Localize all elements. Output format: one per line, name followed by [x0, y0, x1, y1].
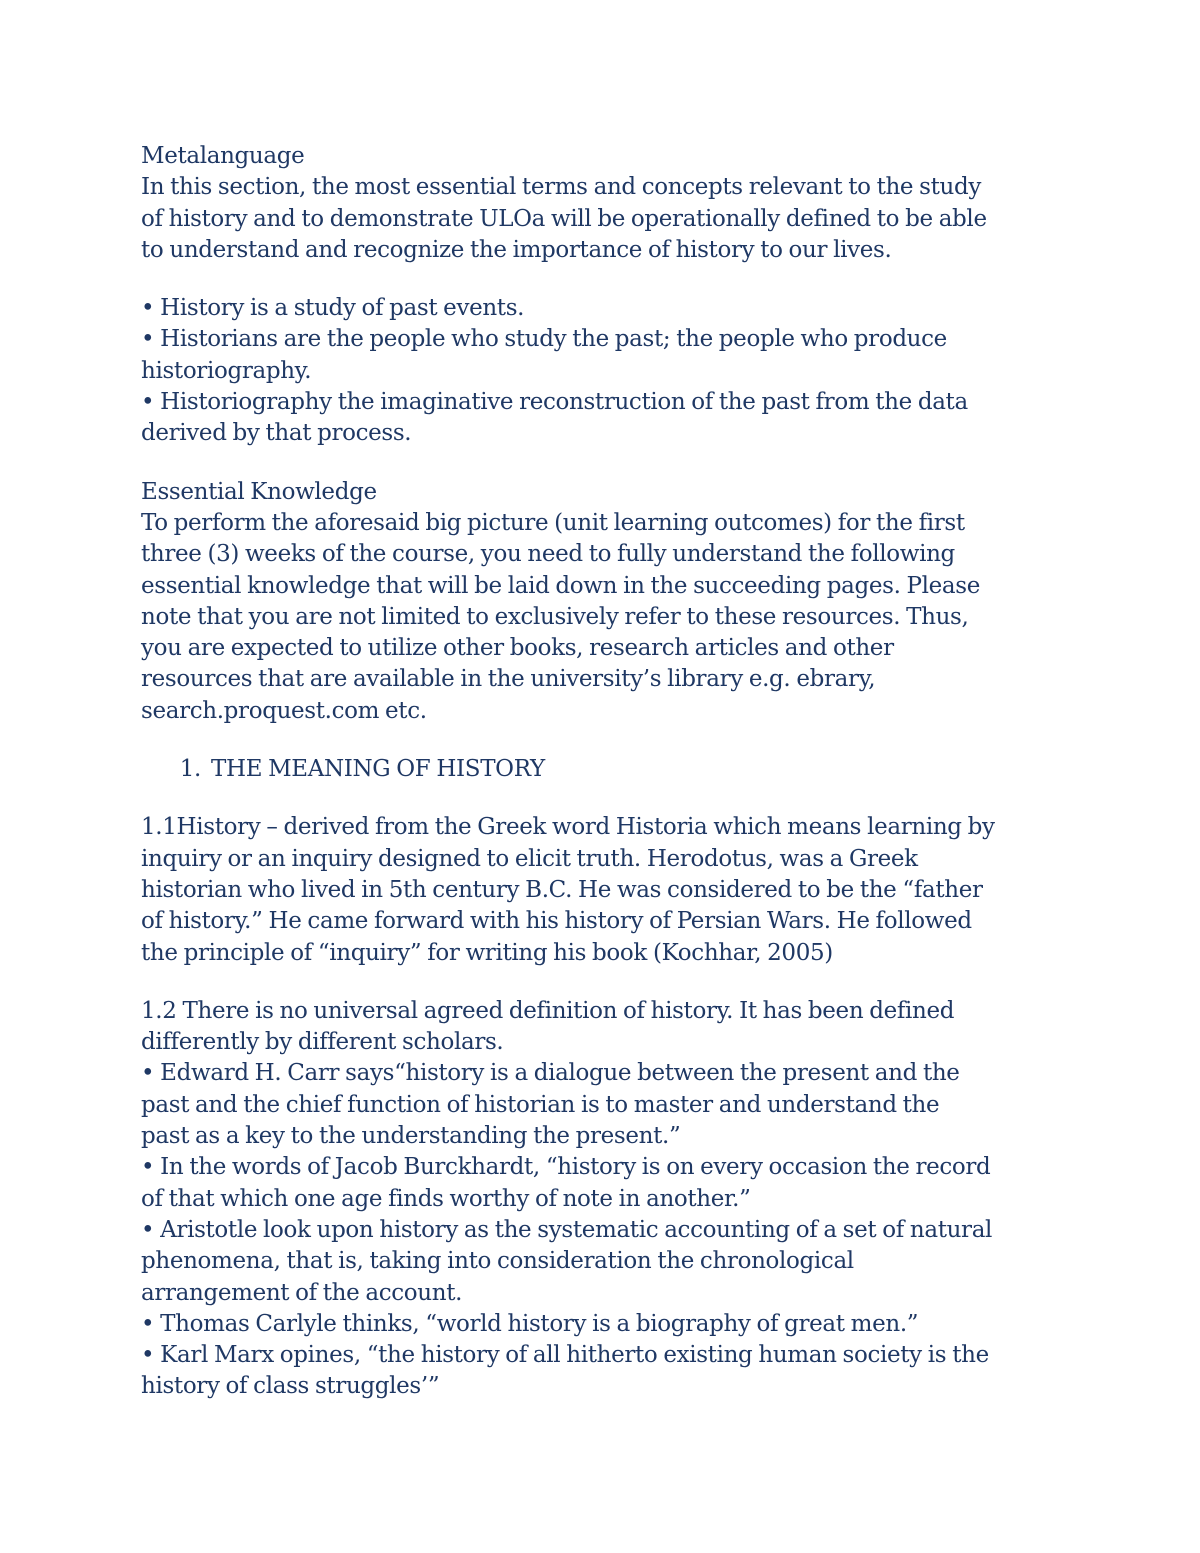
metalanguage-heading: Metalanguage: [141, 143, 305, 169]
paragraph-line: 1.2 There is no universal agreed definition of history. It has been defined: [141, 997, 955, 1024]
document-page: [141, 141, 1076, 1403]
paragraph-line: resources that are available in the university’s library e.g. ebrary,: [141, 666, 876, 693]
list-item: • In the words of Jacob Burckhardt, “history is on every occasion the record: [141, 1154, 991, 1181]
list-item: • Historiography the imaginative reconstruction of the past from the data: [141, 389, 968, 416]
list-item: phenomena, that is, taking into consideration the chronological: [141, 1248, 854, 1275]
list-item: • Karl Marx opines, “the history of all hitherto existing human society is the: [141, 1342, 989, 1369]
list-item: • Thomas Carlyle thinks, “world history is a biography of great men.”: [141, 1310, 919, 1337]
list-item: past as a key to the understanding the present.”: [141, 1123, 681, 1150]
paragraph-line: three (3) weeks of the course, you need to fully understand the following: [141, 541, 955, 568]
paragraph-spacer: [141, 785, 1076, 812]
list-item: of that which one age finds worthy of note in another.”: [141, 1185, 751, 1212]
list-item: • Historians are the people who study the past; the people who produce: [141, 326, 947, 353]
paragraph-line: historian who lived in 5th century B.C. He was considered to be the “father: [141, 876, 983, 903]
paragraph-line: note that you are not limited to exclusively refer to these resources. Thus,: [141, 603, 969, 630]
metalanguage-section: [141, 141, 1076, 266]
paragraph-line: the principle of “inquiry” for writing his book (Kochhar, 2005): [141, 939, 833, 966]
definitions-list: [141, 293, 1076, 449]
list-item: historiography.: [141, 357, 312, 384]
paragraph-spacer: [141, 969, 1076, 996]
section-heading-meaning-of-history: [141, 754, 1076, 785]
paragraph-line: search.proquest.com etc.: [141, 697, 427, 724]
paragraph-1-1: [141, 812, 1076, 968]
paragraph-spacer: [141, 727, 1076, 754]
paragraph-line: of history.” He came forward with his history of Persian Wars. He followed: [141, 908, 972, 935]
list-item: • History is a study of past events.: [141, 295, 525, 322]
section-number: 1.: [179, 756, 201, 783]
paragraph-spacer: [141, 450, 1076, 477]
essential-knowledge-heading: Essential Knowledge: [141, 478, 377, 505]
paragraph-line: you are expected to utilize other books, research articles and other: [141, 635, 894, 662]
section-title: THE MEANING OF HISTORY: [211, 756, 545, 783]
list-item: derived by that process.: [141, 420, 412, 447]
paragraph-line: to understand and recognize the importance of history to our lives.: [141, 236, 892, 263]
essential-knowledge-section: [141, 477, 1076, 727]
paragraph-line: inquiry or an inquiry designed to elicit truth. Herodotus, was a Greek: [141, 845, 918, 872]
paragraph-line: essential knowledge that will be laid down in the succeeding pages. Please: [141, 572, 980, 599]
list-item: history of class struggles’”: [141, 1373, 440, 1400]
paragraph-line: To perform the aforesaid big picture (unit learning outcomes) for the first: [141, 509, 965, 536]
paragraph-line: 1.1History – derived from the Greek word Historia which means learning by: [141, 814, 995, 841]
paragraph-line: In this section, the most essential terms and concepts relevant to the study: [141, 174, 981, 201]
paragraph-1-2: [141, 996, 1076, 1403]
list-item: • Edward H. Carr says“history is a dialogue between the present and the: [141, 1060, 960, 1087]
list-item: • Aristotle look upon history as the systematic accounting of a set of natural: [141, 1216, 993, 1243]
paragraph-line: of history and to demonstrate ULOa will be operationally defined to be able: [141, 205, 987, 232]
paragraph-line: differently by different scholars.: [141, 1029, 504, 1056]
list-item: arrangement of the account.: [141, 1279, 463, 1306]
paragraph-spacer: [141, 266, 1076, 293]
list-item: past and the chief function of historian is to master and understand the: [141, 1091, 940, 1118]
